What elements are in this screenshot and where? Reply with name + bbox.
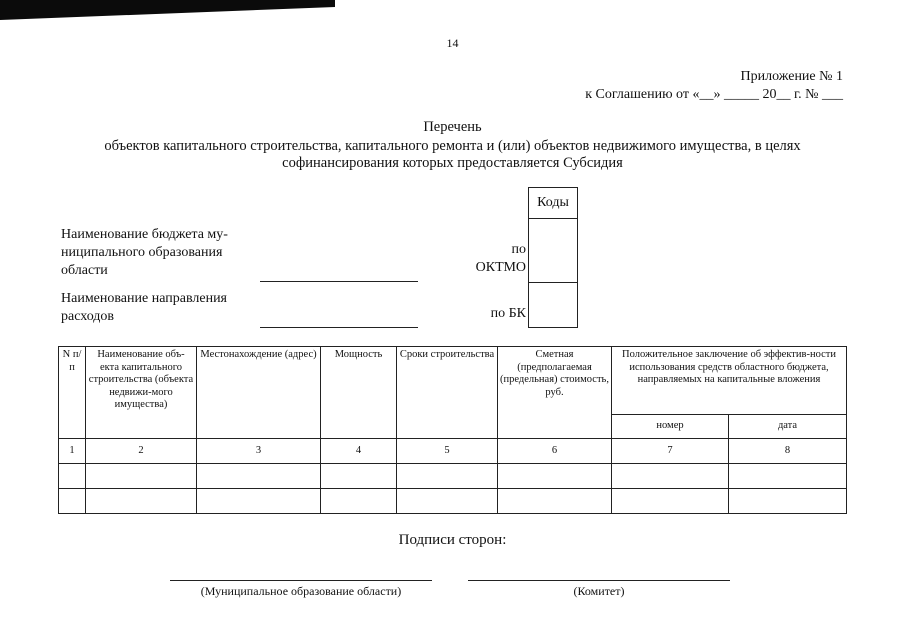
table-row — [59, 489, 847, 514]
direction-line — [260, 327, 418, 328]
oktmo-label: по ОКТМО — [475, 242, 526, 275]
header-positive-conclusion: Положительное заключение об эффектив-ности использования средств областного бюджета, направляемых на капитальные вложения — [612, 347, 847, 415]
document-subtitle-line-1: объектов капитального строительства, капитального ремонта и (или) объектов недвижимого имущества, в целях — [104, 138, 801, 154]
committee-caption: (Комитет) — [573, 584, 625, 598]
committee-signature-line — [468, 580, 730, 581]
appendix-reference: к Соглашению от «__» _____ 20__ г. № ___ — [585, 87, 843, 102]
objects-table — [58, 346, 847, 514]
header-conclusion-number: номер — [612, 415, 729, 439]
column-number: 6 — [498, 439, 612, 464]
scan-artifact-bar — [0, 0, 335, 20]
document-subtitle-line-2: софинансирования которых предоставляется Субсидия — [282, 155, 623, 171]
header-location: Местонахождение (адрес) — [197, 347, 321, 439]
column-number: 7 — [612, 439, 729, 464]
column-number: 5 — [397, 439, 498, 464]
header-capacity: Мощность — [321, 347, 397, 439]
column-number: 2 — [86, 439, 197, 464]
column-number-row — [59, 439, 847, 464]
direction-label: Наименование направления расходов — [61, 291, 227, 324]
header-number: N п/п — [59, 347, 86, 439]
column-number: 1 — [59, 439, 86, 464]
budget-name-line — [260, 281, 418, 282]
header-conclusion-date: дата — [729, 415, 847, 439]
header-estimated-cost: Сметная (предполагаемая (предельная) стоимость, руб. — [498, 347, 612, 439]
column-number: 4 — [321, 439, 397, 464]
column-number: 8 — [729, 439, 847, 464]
header-construction-period: Сроки строительства — [397, 347, 498, 439]
budget-name-label: Наименование бюджета му- ниципального образования области — [61, 227, 228, 278]
bk-label: по БК — [490, 306, 526, 321]
header-object-name: Наименование объ-екта капитального строительства (объекта недвижи-мого имущества) — [86, 347, 197, 439]
municipality-caption: (Муниципальное образование области) — [200, 584, 402, 598]
column-number: 3 — [197, 439, 321, 464]
oktmo-code-cell — [529, 219, 578, 283]
codes-header: Коды — [529, 188, 578, 219]
municipality-signature-line — [170, 580, 432, 581]
document-title: Перечень — [423, 119, 482, 135]
bk-code-cell — [529, 283, 578, 328]
signatures-title: Подписи сторон: — [398, 532, 507, 548]
page-number: 14 — [446, 36, 459, 50]
appendix-title: Приложение № 1 — [740, 69, 843, 84]
table-row — [59, 464, 847, 489]
codes-table — [528, 187, 578, 328]
